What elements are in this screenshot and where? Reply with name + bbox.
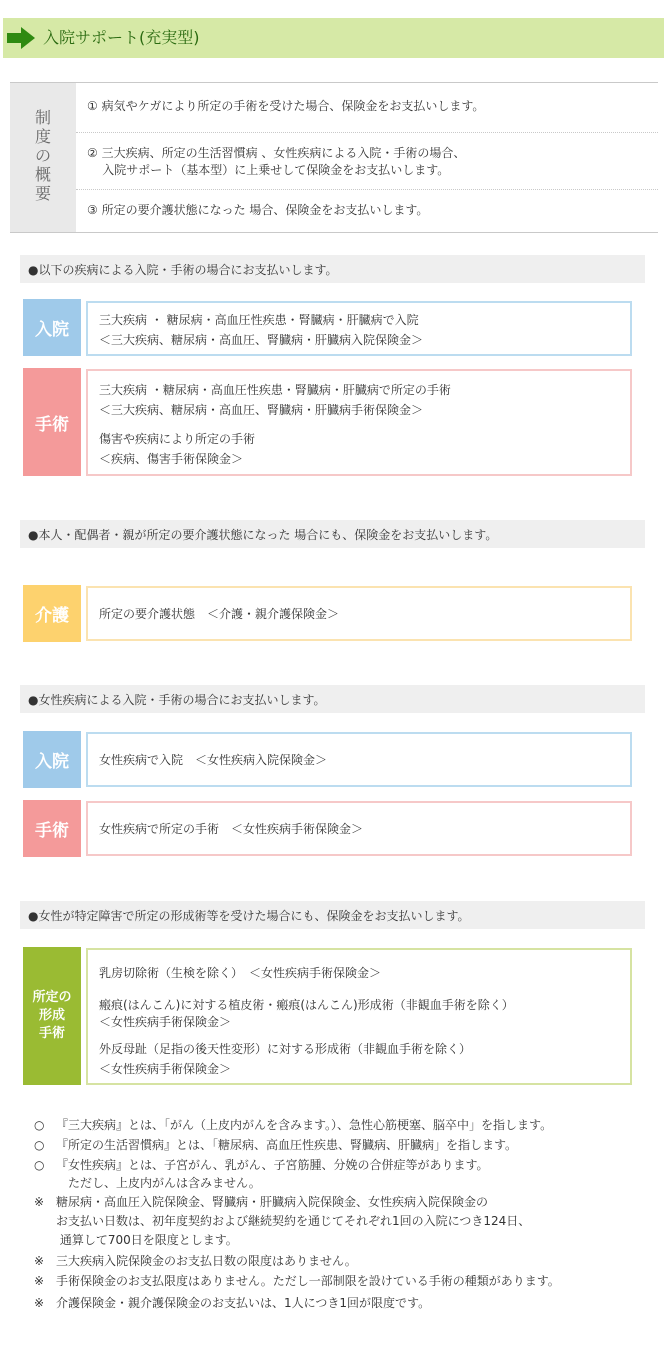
section-heading: ●女性が特定障害で所定の形成術等を受けた場合にも、保険金をお支払いします。 bbox=[20, 901, 645, 929]
surgery-badge: 手術 bbox=[23, 800, 81, 857]
page-title: 入院サポート(充実型) bbox=[43, 28, 200, 47]
female-hospital-coverage-box: 女性疾病で入院 ＜女性疾病入院保険金＞ bbox=[86, 732, 632, 787]
overview-row: ① 病気やケガにより所定の手術を受けた場合、保険金をお支払いします。 bbox=[76, 83, 658, 133]
footnote: ※ 糖尿病・高血圧入院保険金、腎臓病・肝臓病入院保険金、女性疾病入院保険金の お支払い日数は、初年度契約および継続契約を通じてそれぞれ1回の入院につき124日、 通算して700日を限度とします。 bbox=[34, 1195, 531, 1247]
hospital-badge: 入院 bbox=[23, 731, 81, 788]
overview-row: ③ 所定の要介護状態になった 場合、保険金をお支払いします。 bbox=[87, 203, 429, 217]
right-arrow-icon bbox=[7, 27, 35, 49]
footnote: ※ 介護保険金・親介護保険金のお支払いは、1人につき1回が限度です。 bbox=[34, 1296, 431, 1310]
plastic-surgery-coverage-box: 乳房切除術（生検を除く） ＜女性疾病手術保険金＞ 瘢痕(はんこん)に対する植皮術・瘢痕(はんこん)形成術（非観血手術を除く） ＜女性疾病手術保険金＞ 外反母趾（足指の後天性変形）に対する形成術（非観血手術を除く） ＜女性疾病手術保険金＞ bbox=[86, 948, 632, 1085]
overview-side-label: 制 度 の 概 要 bbox=[10, 83, 76, 232]
hospital-coverage-box: 三大疾病 ・ 糖尿病・高血圧性疾患・腎臓病・肝臓病で入院 ＜三大疾病、糖尿病・高血圧、腎臓病・肝臓病入院保険金＞ bbox=[86, 301, 632, 356]
hospital-badge: 入院 bbox=[23, 299, 81, 356]
section-heading: ●本人・配偶者・親が所定の要介護状態になった 場合にも、保険金をお支払いします。 bbox=[20, 520, 645, 548]
overview-table bbox=[10, 82, 658, 233]
overview-row: ② 三大疾病、所定の生活習慣病 、女性疾病による入院・手術の場合、 入院サポート（基本型）に上乗せして保険金をお支払いします。 bbox=[76, 133, 658, 190]
care-coverage-box: 所定の要介護状態 ＜介護・親介護保険金＞ bbox=[86, 586, 632, 641]
female-surgery-coverage-box: 女性疾病で所定の手術 ＜女性疾病手術保険金＞ bbox=[86, 801, 632, 856]
plastic-surgery-item: 乳房切除術（生検を除く） ＜女性疾病手術保険金＞ bbox=[99, 966, 382, 980]
care-badge: 介護 bbox=[23, 585, 81, 642]
footnotes bbox=[34, 1117, 654, 1315]
footnote: ※ 手術保険金のお支払限度はありません。ただし一部制限を設けている手術の種類があります。 bbox=[34, 1274, 560, 1288]
page-header bbox=[3, 18, 664, 58]
footnote: ○ 『女性疾病』とは、子宮がん、乳がん、子宮筋腫、分娩の合併症等があります。 ただし、上皮内がんは含みません。 bbox=[34, 1158, 489, 1190]
surgery-coverage-box: 三大疾病 ・糖尿病・高血圧性疾患・腎臓病・肝臓病で所定の手術 ＜三大疾病、糖尿病・高血圧、腎臓病・肝臓病手術保険金＞ 傷害や疾病により所定の手術 ＜疾病、傷害手術保険金＞ bbox=[86, 369, 632, 476]
surgery-badge: 手術 bbox=[23, 368, 81, 476]
plastic-surgery-item: 外反母趾（足指の後天性変形）に対する形成術（非観血手術を除く） bbox=[99, 1042, 472, 1056]
footnote: ○ 『三大疾病』とは、「がん（上皮内がんを含みます。）、急性心筋梗塞、脳卒中」を指します。 bbox=[34, 1118, 553, 1132]
plastic-surgery-badge: 所定の 形成 手術 bbox=[23, 947, 81, 1085]
footnote: ※ 三大疾病入院保険金のお支払日数の限度はありません。 bbox=[34, 1254, 357, 1268]
section-heading: ●以下の疾病による入院・手術の場合にお支払いします。 bbox=[20, 255, 645, 283]
footnote: ○ 『所定の生活習慣病』とは、「糖尿病、高血圧性疾患、腎臓病、肝臓病」を指します。 bbox=[34, 1138, 518, 1152]
plastic-surgery-item: 瘢痕(はんこん)に対する植皮術・瘢痕(はんこん)形成術（非観血手術を除く） bbox=[99, 998, 514, 1012]
section-heading: ●女性疾病による入院・手術の場合にお支払いします。 bbox=[20, 685, 645, 713]
